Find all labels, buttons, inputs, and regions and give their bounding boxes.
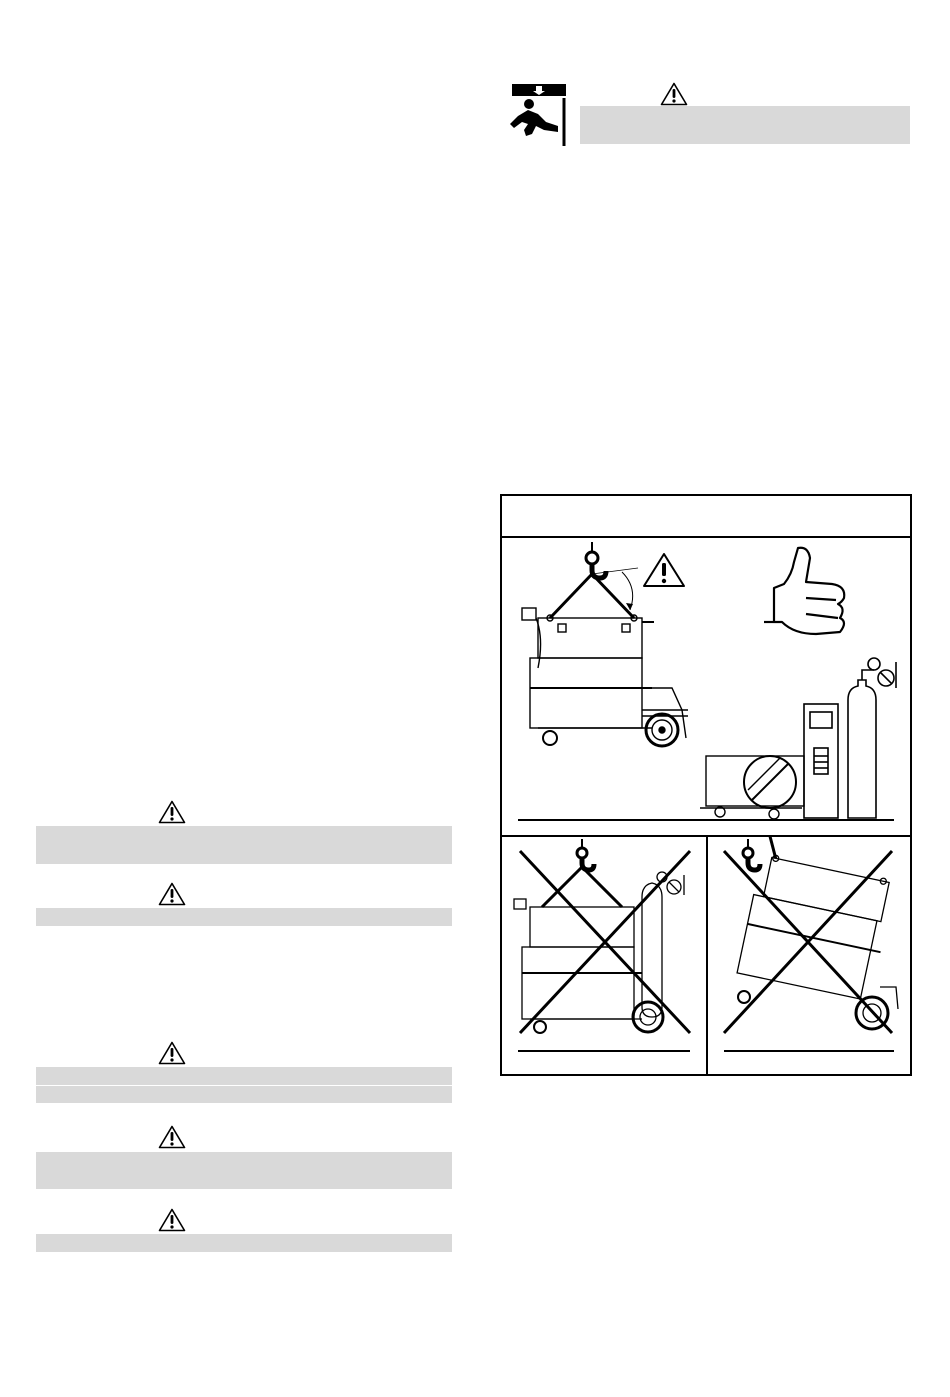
warning-bar-1 — [36, 826, 452, 864]
wire-feeder-cabinet-drawing — [804, 704, 838, 818]
warning-bar-3-divider — [36, 1085, 452, 1086]
welder-machine-drawing — [522, 608, 688, 746]
crane-hook-icon — [743, 839, 760, 870]
warning-triangle-icon — [660, 82, 688, 106]
crane-hook-icon — [577, 839, 594, 870]
small-welder-drawing — [700, 756, 804, 819]
warning-bar-5 — [36, 1234, 452, 1252]
correct-lifting-panel — [502, 538, 910, 834]
warning-triangle-icon — [158, 1125, 186, 1149]
warning-triangle-icon — [158, 800, 186, 824]
warning-triangle-icon — [158, 882, 186, 906]
fall-hazard-warning-bar — [580, 106, 910, 144]
warning-triangle-icon — [158, 1041, 186, 1065]
warning-bar-2 — [36, 908, 452, 926]
warning-triangle-icon — [158, 1208, 186, 1232]
lifting-with-gas-cylinder-panel — [502, 837, 706, 1072]
warning-triangle-icon — [644, 554, 684, 586]
warning-bar-4 — [36, 1152, 452, 1189]
thumbs-up-icon — [764, 548, 844, 634]
cross-out-icon — [520, 851, 690, 1033]
cross-out-icon — [724, 851, 892, 1033]
fall-hazard-block — [502, 82, 912, 146]
lifting-tilted-panel — [708, 837, 910, 1072]
falling-person-warning-icon — [502, 82, 566, 146]
gas-cylinder-drawing — [848, 658, 896, 818]
lifting-instructions-figure — [500, 494, 912, 1076]
